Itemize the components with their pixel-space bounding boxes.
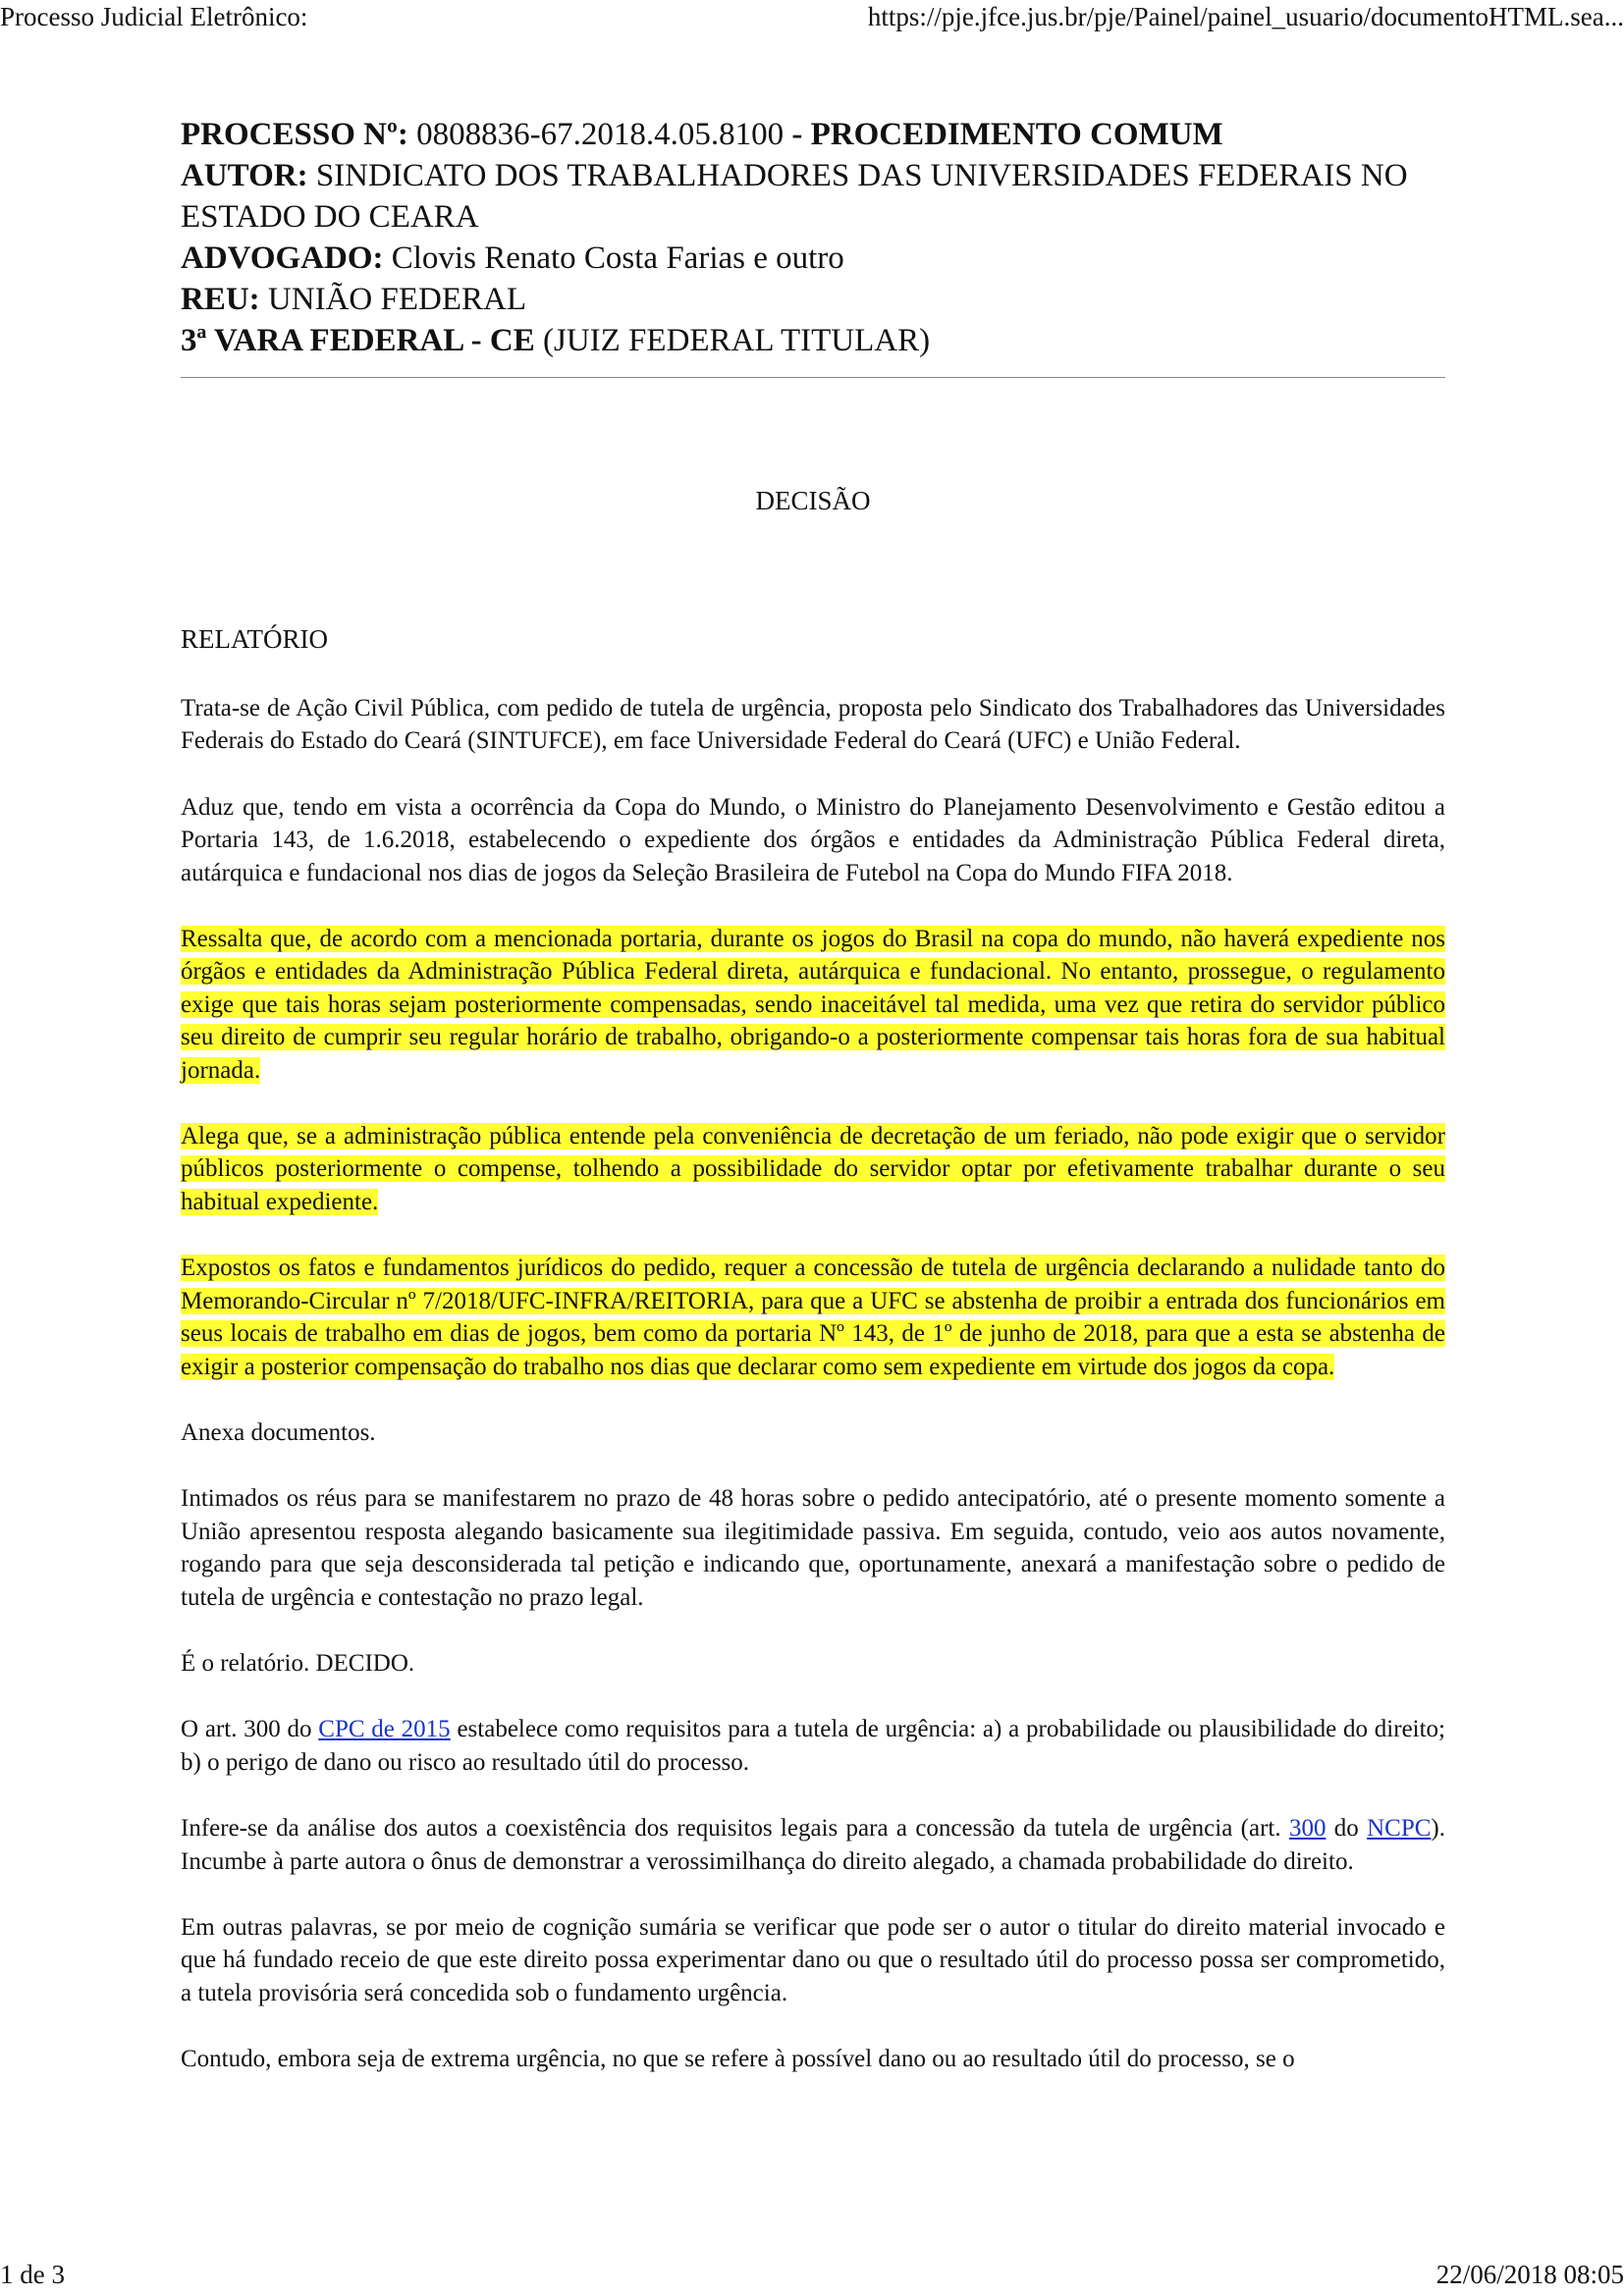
case-header: [181, 114, 1445, 361]
paragraph-12: Contudo, embora seja de extrema urgência, no que se refere à possível dano ou ao resultado útil do processo, se o: [181, 2046, 1295, 2073]
highlighted-text: Alega que, se a administração pública entende pela conveniência de decretação de um feriado, não pode exigir que o servidor públicos posteriormente o compense, tolhendo a possibilidade do servidor optar por efetivamente trabalhar durante o seu habitual expediente.: [181, 1123, 1445, 1215]
text-run: ). Incumbe à parte autora o ônus de demonstrar a verossimilhança do direito alegado, a chamada probabilidade do direito.: [181, 1815, 1445, 1875]
print-datetime: 22/06/2018 08:05: [1435, 2260, 1624, 2289]
paragraph-1: Trata-se de Ação Civil Pública, com pedido de tutela de urgência, proposta pelo Sindicato dos Trabalhadores das Universidades Federais do Estado do Ceará (SINTUFCE), em face Universidade Federal do Ceará (UFC) e União Federal.: [181, 695, 1445, 755]
text-run: O art. 300 do: [181, 1716, 319, 1743]
advogado-label: ADVOGADO:: [181, 240, 384, 276]
page-indicator: 1 de 3: [0, 2260, 65, 2289]
paragraph-5: [181, 1252, 1445, 1383]
paragraph-8: É o relatório. DECIDO.: [181, 1649, 415, 1677]
cpc-2015-link[interactable]: CPC de 2015: [318, 1716, 451, 1743]
art-300-link[interactable]: 300: [1288, 1815, 1326, 1842]
vara-label: 3ª VARA FEDERAL - CE: [181, 323, 535, 358]
paragraph-4: [181, 1120, 1445, 1218]
advogado-name: Clovis Renato Costa Farias e outro: [391, 240, 844, 276]
processo-type: - PROCEDIMENTO COMUM: [791, 117, 1223, 152]
header-divider: [181, 377, 1445, 378]
paragraph-6: Anexa documentos.: [181, 1418, 376, 1446]
section-heading: RELATÓRIO: [181, 624, 328, 654]
highlighted-text: Expostos os fatos e fundamentos jurídicos do pedido, requer a concessão de tutela de urgência declarando a nulidade tanto do Memorando-Circular nº 7/2018/UFC-INFRA/REITORIA, para que a UFC se abstenha de proibir a entrada dos funcionários em seus locais de trabalho em dias de jogos, bem como da portaria Nº 143, de 1º de junho de 2018, para que a esta se abstenha de exigir a posterior compensação do trabalho nos dias que declarar como sem expediente em virtude dos jogos da copa.: [181, 1255, 1445, 1380]
autor-line: [181, 155, 1445, 196]
reu-label: REU:: [181, 282, 260, 317]
highlighted-text: Ressalta que, de acordo com a mencionada portaria, durante os jogos do Brasil na copa do mundo, não haverá expediente nos órgãos e entidades da Administração Pública Federal direta, autárquica e fundacional. No entanto, prossegue, o regulamento exige que tais horas sejam posteriormente compensadas, sendo inaceitável tal medida, uma vez que retira do servidor público seu direito de cumprir seu regular horário de trabalho, obrigando-o a posteriormente compensar tais horas fora de sua habitual jornada.: [181, 926, 1445, 1084]
text-run: estabelece como requisitos para a tutela de urgência: a) a probabilidade ou plausibilidade do direito; b) o perigo de dano ou risco ao resultado útil do processo.: [181, 1716, 1445, 1776]
browser-page-title: Processo Judicial Eletrônico:: [0, 2, 308, 31]
vara-detail: (JUIZ FEDERAL TITULAR): [543, 323, 931, 358]
ncpc-link[interactable]: NCPC: [1367, 1815, 1432, 1842]
document-title: DECISÃO: [755, 486, 871, 515]
reu-line: [181, 279, 1445, 320]
autor-line-2: ESTADO DO CEARA: [181, 199, 479, 235]
processo-line: [181, 114, 1445, 155]
processo-label: PROCESSO Nº:: [181, 117, 408, 152]
reu-name: UNIÃO FEDERAL: [267, 282, 526, 317]
autor-name: SINDICATO DOS TRABALHADORES DAS UNIVERSIDADES FEDERAIS NO: [315, 158, 1408, 193]
paragraph-3: [181, 923, 1445, 1087]
autor-label: AUTOR:: [181, 158, 308, 193]
paragraph-10: [181, 1812, 1445, 1878]
paragraph-2: Aduz que, tendo em vista a ocorrência da Copa do Mundo, o Ministro do Planejamento Desenvolvimento e Gestão editou a Portaria 143, de 1.6.2018, estabelecendo o expediente dos órgãos e entidades da Administração Pública Federal direta, autárquica e fundacional nos dias de jogos da Seleção Brasileira de Futebol na Copa do Mundo FIFA 2018.: [181, 793, 1445, 886]
text-run: Infere-se da análise dos autos a coexistência dos requisitos legais para a concessão da tutela de urgência (art.: [181, 1815, 1289, 1842]
text-run: do: [1326, 1815, 1368, 1842]
document-body: [181, 114, 1445, 2076]
paragraph-9: [181, 1713, 1445, 1779]
paragraph-7: Intimados os réus para se manifestarem no prazo de 48 horas sobre o pedido antecipatório, até o presente momento somente a União apresentou resposta alegando basicamente sua ilegitimidade passiva. Em seguida, contudo, veio aos autos novamente, rogando para que seja desconsiderada tal petição e indicando que, oportunamente, anexará a manifestação sobre o pedido de tutela de urgência e contestação no prazo legal.: [181, 1485, 1445, 1611]
paragraph-11: Em outras palavras, se por meio de cognição sumária se verificar que pode ser o autor o titular do direito material invocado e que há fundado receio de que este direito possa experimentar dano ou que o resultado útil do processo possa ser comprometido, a tutela provisória será concedida sob o fundamento urgência.: [181, 1913, 1445, 2006]
vara-line: [181, 320, 1445, 361]
processo-number: 0808836-67.2018.4.05.8100: [416, 117, 785, 152]
advogado-line: [181, 238, 1445, 279]
browser-url: https://pje.jfce.jus.br/pje/Painel/painel_usuario/documentoHTML.sea...: [867, 2, 1624, 31]
